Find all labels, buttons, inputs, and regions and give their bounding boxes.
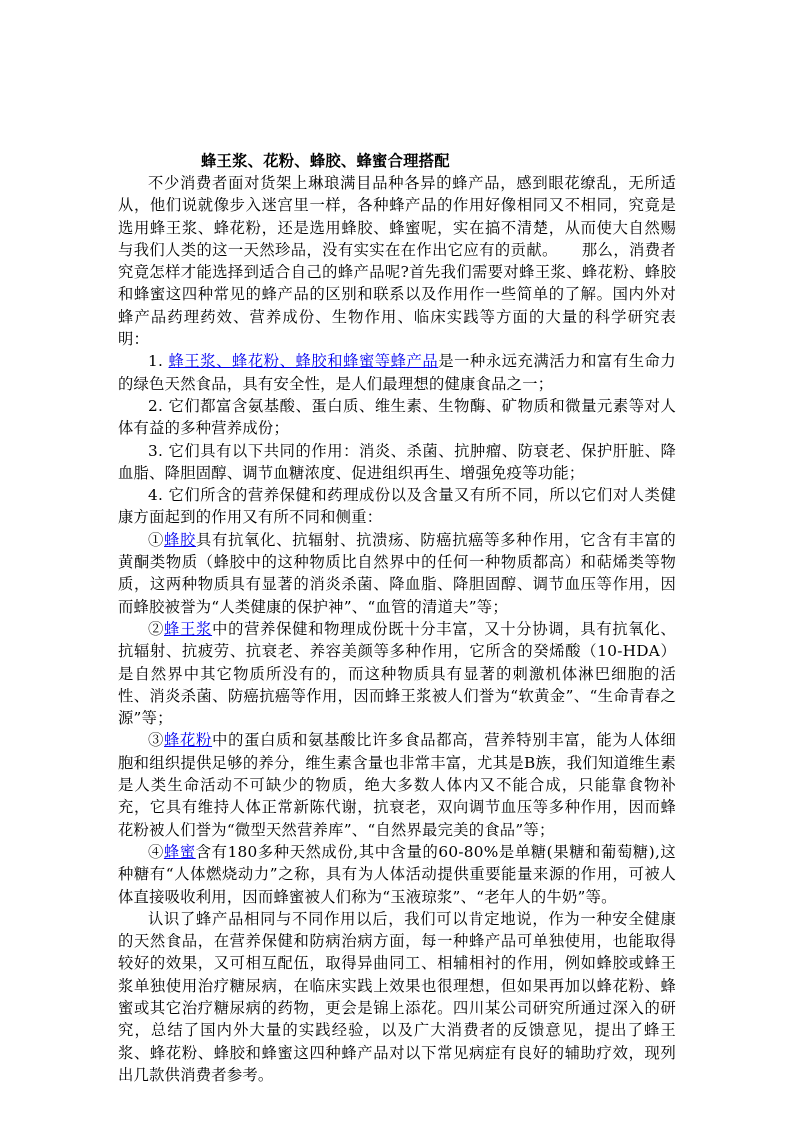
list-item-1-text: 是一种永远充满活力和富有生命力的绿色天然食品，具有安全性，是人们最理想的健康食品之一； (118, 352, 676, 393)
list-item-2: 2. 它们都富含氨基酸、蛋白质、维生素、生物酶、矿物质和微量元素等对人体有益的多种营养成份； (118, 396, 676, 438)
bee-products-link[interactable]: 蜂王浆、蜂花粉、蜂胶和蜂蜜等蜂产品 (168, 352, 439, 371)
intro-paragraph (118, 172, 676, 350)
sub-item-4-text: 含有180多种天然成份,其中含量的60-80%是单糖(果糖和葡萄糖),这种糖有“人体燃烧动力”之称，具有为人体活动提供重要能量来源的作用，可被人体直接吸收利用，因而蜂蜜被人们称为“玉液琼浆”、“老年人的牛奶”等。 (118, 842, 676, 906)
honey-link[interactable]: 蜂蜜 (163, 842, 196, 861)
sub-item-2-mark: ② (148, 619, 165, 638)
sub-item-propolis (118, 529, 676, 618)
conclusion-paragraph: 认识了蜂产品相同与不同作用以后，我们可以肯定地说，作为一种安全健康的天然食品，在营养保健和防病治病方面，每一种蜂产品可单独使用，也能取得较好的效果，又可相互配伍，取得异曲同工、相辅相衬的作用，例如蜂胶或蜂王浆单独使用治疗糖尿病，在临床实践上效果也很理想，但如果再加以蜂花粉、蜂蜜或其它治疗糖尿病的药物，更会是锦上添花。四川某公司研究所通过深入的研究，总结了国内外大量的实践经验，以及广大消费者的反馈意见，提出了蜂王浆、蜂花粉、蜂胶和蜂蜜这四种蜂产品对以下常见病症有良好的辅助疗效，现列出几款供消费者参考。 (118, 909, 676, 1084)
sub-item-royal-jelly (118, 618, 676, 729)
intro-text-part2: 那么，消费者究竟怎样才能选择到适合自己的蜂产品呢?首先我们需要对蜂王浆、蜂花粉、蜂胶和蜂蜜这四种常见的蜂产品的区别和联系以及作用作一些简单的了解。国内外对蜂产品药理药效、营养成份、生物作用、临床实践等方面的大量的科学研究表明： (118, 240, 676, 349)
propolis-link[interactable]: 蜂胶 (164, 530, 197, 549)
sub-item-1-mark: ① (148, 530, 165, 549)
document-title: 蜂王浆、花粉、蜂胶、蜂蜜合理搭配 (201, 152, 450, 170)
sub-item-2-text: 中的营养保健和物理成份既十分丰富，又十分协调，具有抗氧化、抗辐射、抗疲劳、抗衰老、养容美颜等多种作用，它所含的癸烯酸（10-HDA）是自然界中其它物质所没有的，而这种物质具有显著的刺激机体淋巴细胞的活性、消炎杀菌、防癌抗癌等作用，因而蜂王浆被人们誉为“软黄金”、“生命青春之源”等； (118, 619, 676, 728)
sub-item-3-mark: ③ (148, 731, 165, 750)
document-page (118, 150, 676, 1086)
sub-item-honey (118, 841, 676, 908)
list-item-1 (118, 350, 676, 395)
intro-text-part1: 不少消费者面对货架上琳琅满目品种各异的蜂产品，感到眼花缭乱，无所适从，他们说就像步入迷宫里一样，各种蜂产品的作用好像相同又不相同，究竟是选用蜂王浆、蜂花粉，还是选用蜂胶、蜂蜜呢，实在搞不清楚，从而使大自然赐与我们人类的这一天然珍品，没有实实在在作出它应有的贡献。 (118, 174, 676, 259)
sub-item-4-mark: ④ (148, 842, 164, 861)
bee-pollen-link[interactable]: 蜂花粉 (164, 731, 213, 750)
list-item-1-number: 1. (148, 352, 169, 371)
sub-item-3-text: 中的蛋白质和氨基酸比许多食品都高，营养特别丰富，能为人体细胞和组织提供足够的养分，维生素含量也非常丰富，尤其是B族，我们知道维生素是人类生命活动不可缺少的物质，绝大多数人体内又不能合成，只能靠食物补充，它具有维持人体正常新陈代谢，抗衰老，双向调节血压等多种作用，因而蜂花粉被人们誉为“微型天然营养库”、“自然界最完美的食品”等； (118, 731, 676, 839)
list-item-3: 3. 它们具有以下共同的作用：消炎、杀菌、抗肿瘤、防衰老、保护肝脏、降血脂、降胆固醇、调节血糖浓度、促进组织再生、增强免疫等功能； (118, 441, 676, 482)
royal-jelly-link[interactable]: 蜂王浆 (164, 619, 213, 638)
sub-item-bee-pollen (118, 729, 676, 840)
list-item-4: 4. 它们所含的营养保健和药理成份以及含量又有所不同，所以它们对人类健康方面起到的作用又有所不同和侧重： (118, 486, 676, 527)
sub-item-1-text: 具有抗氧化、抗辐射、抗溃疡、防癌抗癌等多种作用，它含有丰富的黄酮类物质（蜂胶中的这种物质比自然界中的任何一种物质都高）和萜烯类等物质，这两种物质具有显著的消炎杀菌、降血脂、降胆固醇、调节血压等作用，因而蜂胶被誉为“人类健康的保护神”、“血管的清道夫”等； (118, 530, 676, 616)
